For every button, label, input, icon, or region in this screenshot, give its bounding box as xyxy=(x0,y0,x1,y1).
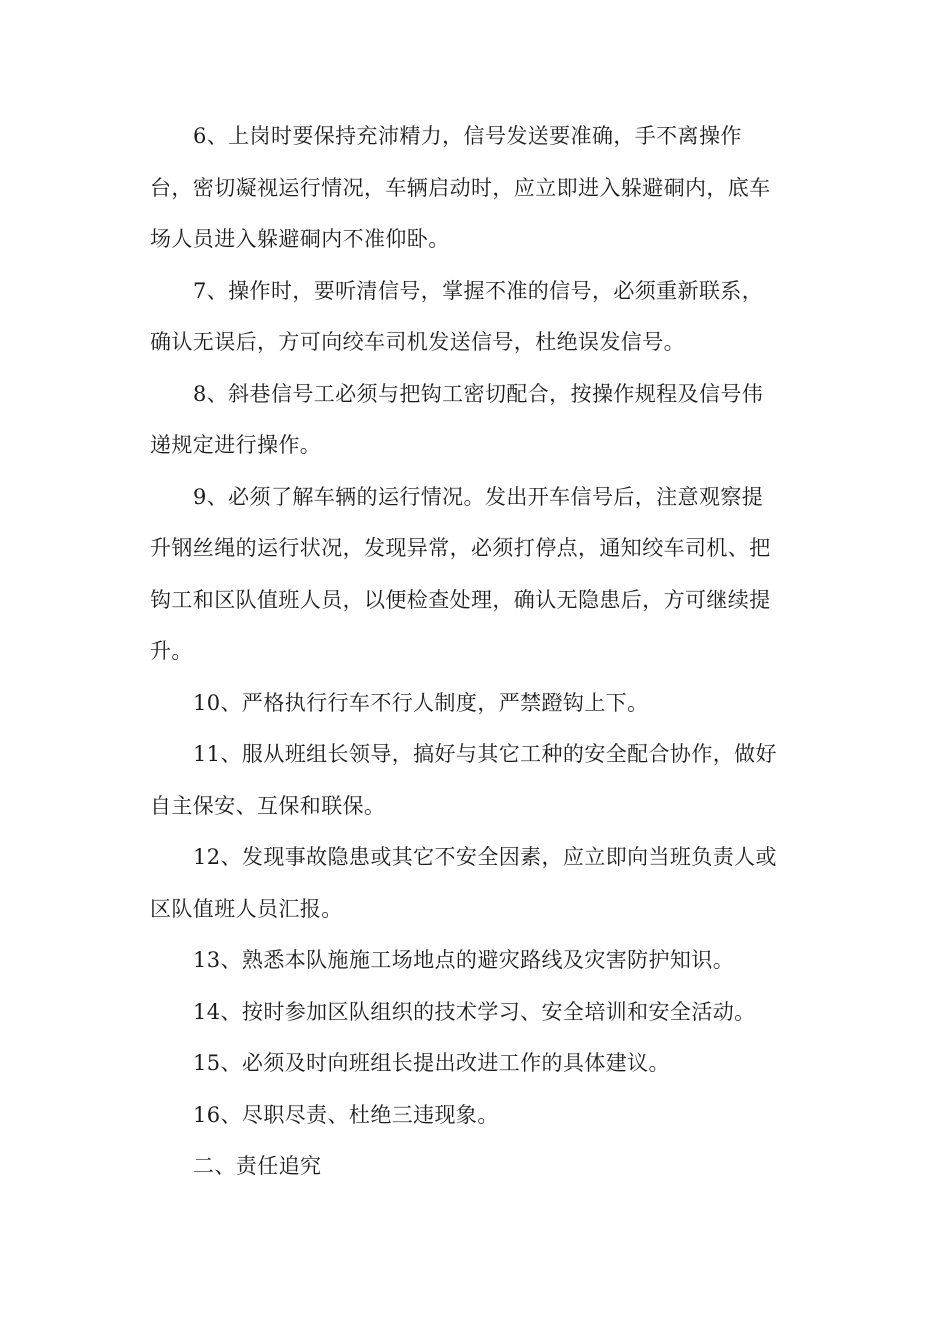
paragraph-item-10 xyxy=(150,678,800,730)
paragraph-line: 自主保安、互保和联保。 xyxy=(150,793,386,818)
section-heading-responsibility xyxy=(150,1141,800,1193)
paragraph-line: 14、按时参加区队组织的技术学习、安全培训和安全活动。 xyxy=(193,999,756,1024)
paragraph-line: 台，密切凝视运行情况，车辆启动时，应立即进入躲避硐内，底车 xyxy=(150,175,771,200)
paragraph-item-11 xyxy=(150,729,800,832)
paragraph-line: 12、发现事故隐患或其它不安全因素，应立即向当班负责人或 xyxy=(193,845,777,869)
paragraph-line: 钩工和区队值班人员，以便检查处理，确认无隐患后，方可继续提 xyxy=(150,587,771,612)
paragraph-item-15 xyxy=(150,1038,800,1090)
paragraph-item-12 xyxy=(150,832,800,935)
paragraph-line: 7、操作时，要听清信号，掌握不准的信号，必须重新联系， xyxy=(193,278,764,303)
paragraph-line: 递规定进行操作。 xyxy=(150,433,322,457)
paragraph-line: 确认无误后，方可向绞车司机发送信号，杜绝误发信号。 xyxy=(150,330,685,354)
paragraph-line: 升钢丝绳的运行状况，发现异常，必须打停点，通知绞车司机、把 xyxy=(150,536,771,560)
paragraph-item-13 xyxy=(150,935,800,987)
paragraph-line: 8、斜巷信号工必须与把钩工密切配合，按操作规程及信号伟 xyxy=(193,381,764,406)
paragraph-item-14 xyxy=(150,987,800,1039)
paragraph-item-6 xyxy=(150,111,800,266)
paragraph-line: 区队值班人员汇报。 xyxy=(150,896,343,921)
paragraph-line: 场人员进入躲避硐内不准仰卧。 xyxy=(150,227,450,251)
paragraph-line: 13、熟悉本队施施工场地点的避灾路线及灾害防护知识。 xyxy=(193,948,735,972)
document-body xyxy=(150,111,800,1193)
paragraph-line: 10、严格执行行车不行人制度，严禁蹬钩上下。 xyxy=(193,690,649,715)
paragraph-line: 9、必须了解车辆的运行情况。发出开车信号后，注意观察提 xyxy=(193,484,764,509)
paragraph-item-16 xyxy=(150,1090,800,1142)
paragraph-line: 升。 xyxy=(150,639,193,663)
paragraph-line: 6、上岗时要保持充沛精力，信号发送要准确，手不离操作 xyxy=(193,124,742,148)
paragraph-line: 16、尽职尽责、杜绝三违现象。 xyxy=(193,1102,499,1127)
paragraph-item-9 xyxy=(150,472,800,678)
paragraph-line: 11、服从班组长领导，搞好与其它工种的安全配合协作，做好 xyxy=(193,742,777,766)
paragraph-item-8 xyxy=(150,369,800,472)
paragraph-item-7 xyxy=(150,266,800,369)
paragraph-line: 15、必须及时向班组长提出改进工作的具体建议。 xyxy=(193,1051,670,1075)
section-heading-text: 二、责任追究 xyxy=(193,1154,322,1178)
